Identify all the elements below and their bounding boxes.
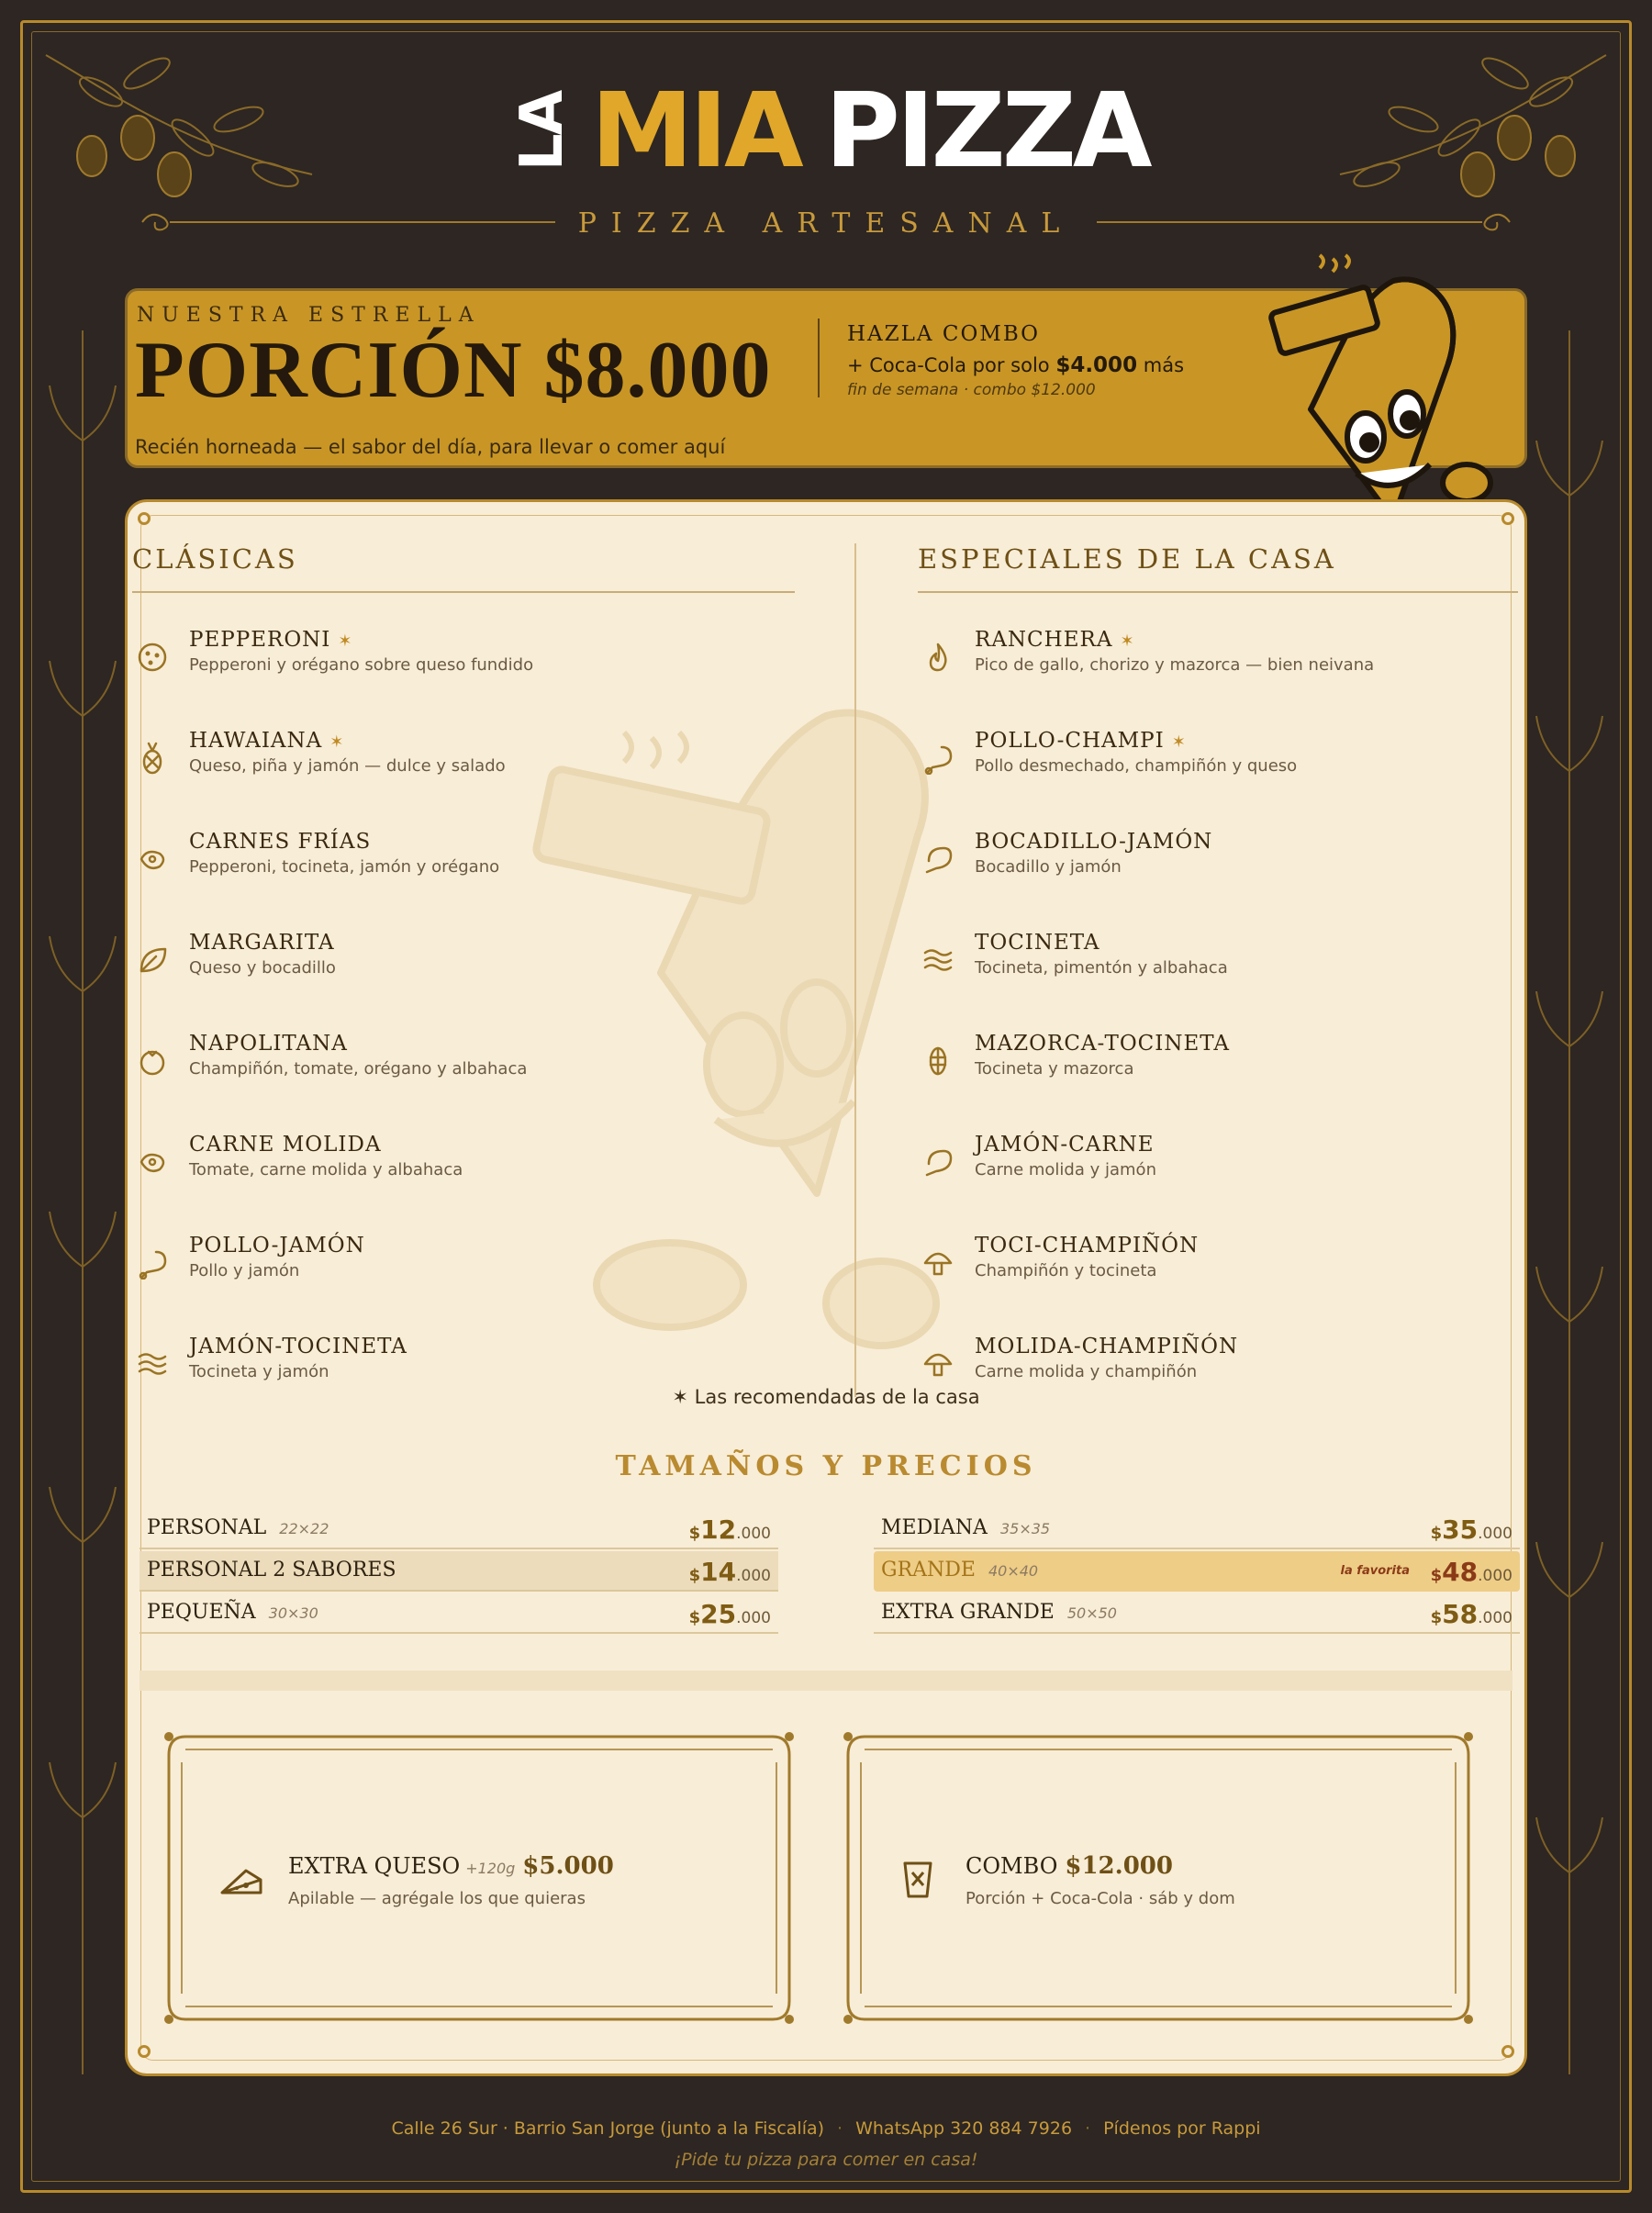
menu-item-name: CARNES FRÍAS [189,830,372,854]
price-band [140,1671,1512,1691]
size-name: GRANDE 40×40 [881,1559,1039,1582]
corner-ornament [1501,512,1514,525]
brand-logo [0,72,1652,191]
meat-icon [136,1146,169,1179]
menu-item-name: HAWAIANA ✶ [189,729,345,753]
menu-item [136,628,760,710]
menu-item [136,1032,760,1114]
menu-item [136,1133,760,1215]
menu-item [136,830,760,912]
menu-item [921,628,1546,710]
ham-icon [921,1146,954,1179]
drumstick-icon [921,742,954,775]
corner-ornament [138,512,151,525]
brand-pizza: PIZZA [824,72,1149,191]
size-price: $58.000 [1430,1599,1512,1629]
size-price: $12.000 [688,1514,771,1545]
pineapple-icon [136,742,169,775]
section-title-clasicas: CLÁSICAS [132,543,298,575]
size-dimensions: 30×30 [268,1604,318,1622]
combo-card-price: $12.000 [1065,1852,1173,1880]
recommended-star-icon: ✶ [1171,732,1187,752]
price-row [140,1593,778,1634]
favorite-tag: la favorita [1340,1564,1410,1578]
size-price: $25.000 [688,1599,771,1629]
footer-separator: · [837,2118,843,2139]
menu-item-name: POLLO-JAMÓN [189,1234,365,1257]
menu-item-desc: Tocineta, pimentón y albahaca [975,958,1228,978]
menu-item-name: CARNE MOLIDA [189,1133,382,1157]
corner-ornament [138,2045,151,2058]
menu-item-desc: Queso, piña y jamón — dulce y salado [189,756,506,776]
recommended-note: ✶ Las recomendadas de la casa [672,1386,980,1408]
price-section-title: TAMAÑOS Y PRECIOS [615,1450,1037,1482]
column-divider [854,543,856,1397]
footer-info [0,2118,1652,2139]
menu-item-name: JAMÓN-TOCINETA [189,1335,407,1358]
menu-item-name: BOCADILLO-JAMÓN [975,830,1213,854]
menu-item-desc: Queso y bocadillo [189,958,336,978]
size-dimensions: 22×22 [279,1520,329,1537]
size-name: MEDIANA 35×35 [881,1516,1051,1539]
combo-label [966,1852,1173,1880]
bacon-icon [136,1347,169,1380]
footer-rappi[interactable]: Pídenos por Rappi [1103,2118,1261,2139]
pepperoni-icon [136,641,169,674]
extra-queso-weight: +120g [465,1860,516,1877]
drumstick-icon [136,1246,169,1280]
combo-price: $4.000 [1055,353,1138,377]
menu-item-desc: Pepperoni y orégano sobre queso fundido [189,655,534,675]
combo-note: fin de semana · combo $12.000 [847,381,1096,399]
cheese-icon [218,1865,264,1898]
tomato-icon [136,1045,169,1078]
extra-queso-label [288,1852,614,1880]
menu-item [921,1133,1546,1215]
footer-tagline: ¡Pide tu pizza para comer en casa! [674,2150,978,2170]
ham-icon [921,843,954,876]
menu-item-name: TOCINETA [975,931,1100,955]
menu-item-desc: Carne molida y jamón [975,1160,1156,1179]
corner-ornament [1501,2045,1514,2058]
size-name: PERSONAL 2 SABORES [147,1559,396,1582]
menu-item [136,931,760,1013]
menu-item-desc: Pepperoni, tocineta, jamón y orégano [189,857,500,877]
size-price: $48.000 [1430,1557,1512,1587]
size-price: $35.000 [1430,1514,1512,1545]
size-dimensions: 35×35 [999,1520,1051,1537]
menu-item [921,931,1546,1013]
menu-item-desc: Champiñón y tocineta [975,1261,1157,1280]
size-price: $14.000 [688,1557,771,1587]
extra-queso-price: $5.000 [522,1852,614,1880]
menu-item-name: MARGARITA [189,931,335,955]
menu-item [921,1234,1546,1316]
brand-la: LA [508,91,577,172]
menu-item-name: PEPPERONI ✶ [189,628,353,652]
size-dimensions: 50×50 [1066,1604,1117,1622]
menu-item-name: POLLO-CHAMPI ✶ [975,729,1187,753]
corn-icon [921,1045,954,1078]
star-eyebrow: NUESTRA ESTRELLA [137,304,481,327]
price-row [874,1509,1520,1549]
price-row [140,1551,778,1592]
combo-desc: Porción + Coca-Cola · sáb y dom [966,1889,1235,1908]
size-name: EXTRA GRANDE 50×50 [881,1601,1117,1624]
recommended-star-icon: ✶ [338,631,353,651]
menu-item-name: TOCI-CHAMPIÑÓN [975,1234,1200,1257]
menu-item-desc: Champiñón, tomate, orégano y albahaca [189,1059,528,1079]
menu-item-desc: Tocineta y mazorca [975,1059,1134,1079]
price-row [874,1551,1520,1592]
combo-title: HAZLA COMBO [847,322,1041,346]
extra-queso-name: EXTRA QUESO [288,1853,461,1879]
tagline: PIZZA ARTESANAL [577,207,1075,240]
recommended-star-icon: ✶ [1120,631,1135,651]
size-name: PEQUEÑA 30×30 [147,1601,318,1624]
bacon-icon [921,944,954,977]
cup-icon [901,1858,934,1900]
menu-item-desc: Tomate, carne molida y albahaca [189,1160,463,1179]
menu-item-name: MAZORCA-TOCINETA [975,1032,1230,1056]
combo-prefix: + Coca-Cola por solo [847,354,1050,376]
leaf-icon [136,944,169,977]
menu-item-name: NAPOLITANA [189,1032,348,1056]
menu-item-desc: Carne molida y champiñón [975,1362,1198,1381]
menu-item [136,1234,760,1316]
combo-name: COMBO [966,1853,1058,1879]
menu-item-name: MOLIDA-CHAMPIÑÓN [975,1335,1239,1358]
footer-whatsapp[interactable]: WhatsApp 320 884 7926 [855,2118,1073,2139]
footer-separator: · [1085,2118,1091,2139]
section-rule [918,591,1518,593]
star-title: PORCIÓN $8.000 [135,326,772,415]
menu-item [136,729,760,811]
combo-suffix: más [1143,354,1185,376]
menu-item-desc: Bocadillo y jamón [975,857,1122,877]
section-title-especiales: ESPECIALES DE LA CASA [918,543,1336,575]
size-dimensions: 40×40 [988,1562,1039,1580]
wheat-left-icon [37,330,128,2074]
flame-icon [921,641,954,674]
menu-item-name: JAMÓN-CARNE [975,1133,1155,1157]
menu-item-name: RANCHERA ✶ [975,628,1135,652]
meat-icon [136,843,169,876]
brand-mia: MIA [590,72,800,191]
extra-queso-card [158,1718,800,2038]
price-row [874,1593,1520,1634]
price-row [140,1509,778,1549]
star-divider [818,319,820,397]
footer-address: Calle 26 Sur · Barrio San Jorge (junto a la Fiscalía) [391,2118,825,2139]
menu-item-desc: Pollo y jamón [189,1261,300,1280]
star-description: Recién horneada — el sabor del día, para llevar o comer aquí [135,436,726,458]
mushroom-icon [921,1347,954,1380]
menu-item [921,729,1546,811]
menu-item-desc: Pico de gallo, chorizo y mazorca — bien neivana [975,655,1375,675]
extra-queso-desc: Apilable — agrégale los que quieras [288,1889,586,1908]
size-name: PERSONAL 22×22 [147,1516,329,1539]
menu-item [921,1032,1546,1114]
menu-item-desc: Pollo desmechado, champiñón y queso [975,756,1298,776]
menu-item [921,830,1546,912]
combo-card [837,1718,1479,2038]
menu-item-desc: Tocineta y jamón [189,1362,329,1381]
section-rule [132,591,795,593]
mushroom-icon [921,1246,954,1280]
combo-offer [847,353,1184,377]
recommended-star-icon: ✶ [329,732,345,752]
